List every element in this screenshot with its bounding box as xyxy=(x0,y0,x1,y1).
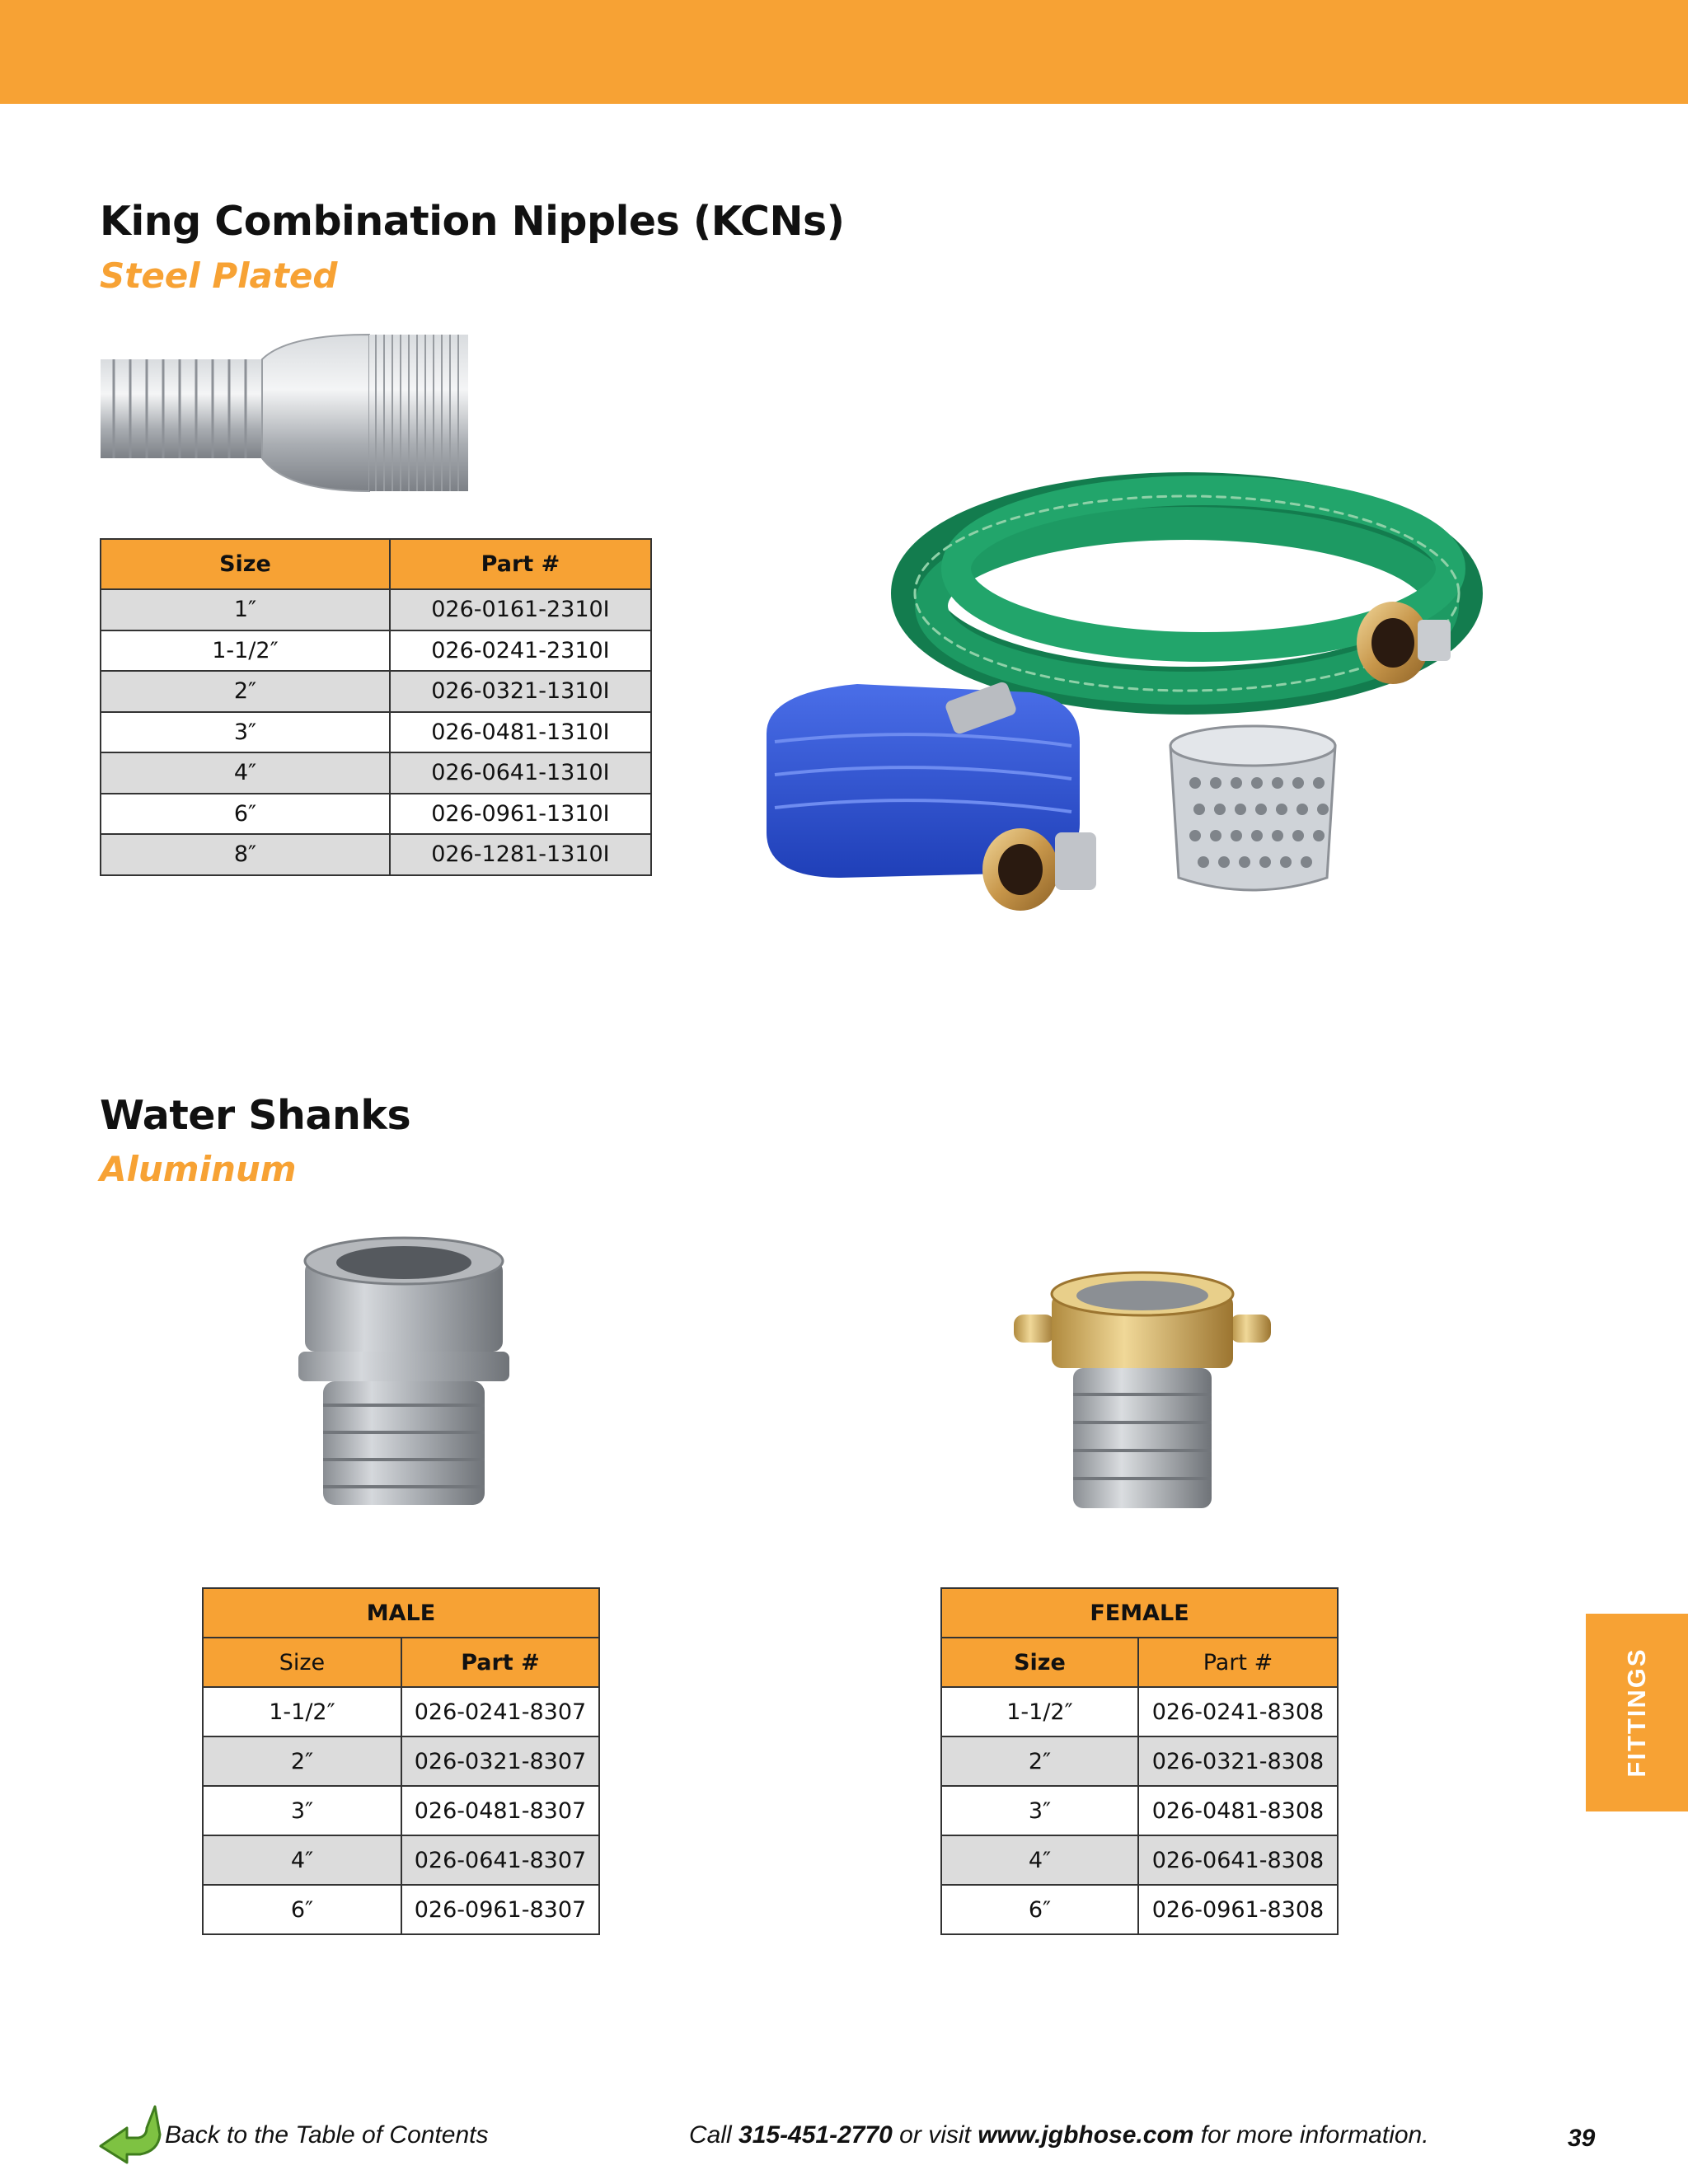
female-size-cell: 2″ xyxy=(941,1736,1138,1786)
male-size-cell: 3″ xyxy=(203,1786,401,1835)
male-size-cell: 2″ xyxy=(203,1736,401,1786)
section-tab-label: FITTINGS xyxy=(1622,1647,1651,1778)
male-part-cell: 026-0241-8307 xyxy=(401,1687,599,1736)
male-part-cell: 026-0961-8307 xyxy=(401,1885,599,1934)
kcn-size-cell: 1-1/2″ xyxy=(101,630,390,672)
kcn-size-cell: 1″ xyxy=(101,589,390,630)
female-part-cell: 026-0241-8308 xyxy=(1138,1687,1338,1736)
female-size-cell: 3″ xyxy=(941,1786,1138,1835)
kcn-size-cell: 6″ xyxy=(101,794,390,835)
shanks-subtitle: Aluminum xyxy=(100,1149,297,1189)
contact-call-text: Call xyxy=(689,2121,739,2149)
table-row xyxy=(101,752,651,794)
kcn-size-cell: 4″ xyxy=(101,752,390,794)
male-shank-table xyxy=(202,1587,600,1935)
table-row xyxy=(941,1736,1338,1786)
table-row xyxy=(101,712,651,753)
kcn-part-cell: 026-0481-1310I xyxy=(390,712,651,753)
kcn-title: King Combination Nipples (KCNs) xyxy=(100,198,845,245)
female-header-part: Part # xyxy=(1138,1638,1338,1687)
table-row xyxy=(203,1786,599,1835)
back-to-toc-label: Back to the Table of Contents xyxy=(165,2121,489,2149)
table-row xyxy=(101,671,651,712)
kcn-size-cell: 2″ xyxy=(101,671,390,712)
kcn-part-cell: 026-0961-1310I xyxy=(390,794,651,835)
male-size-cell: 1-1/2″ xyxy=(203,1687,401,1736)
contact-phone[interactable]: 315-451-2770 xyxy=(738,2121,893,2149)
female-part-cell: 026-0961-8308 xyxy=(1138,1885,1338,1934)
female-header-size: Size xyxy=(941,1638,1138,1687)
table-row xyxy=(941,1687,1338,1736)
top-header-band xyxy=(0,0,1688,104)
kcn-header-size: Size xyxy=(101,539,390,589)
male-table-heading: MALE xyxy=(203,1588,599,1638)
table-row xyxy=(941,1835,1338,1885)
female-part-cell: 026-0641-8308 xyxy=(1138,1835,1338,1885)
contact-website-link[interactable]: www.jgbhose.com xyxy=(978,2121,1194,2149)
female-size-cell: 6″ xyxy=(941,1885,1138,1934)
male-header-size: Size xyxy=(203,1638,401,1687)
table-row xyxy=(101,834,651,875)
male-part-cell: 026-0321-8307 xyxy=(401,1736,599,1786)
male-shank-image xyxy=(297,1236,511,1516)
back-to-toc-link[interactable] xyxy=(165,2121,488,2149)
kcn-part-cell: 026-0321-1310I xyxy=(390,671,651,712)
table-row xyxy=(203,1687,599,1736)
table-row xyxy=(101,794,651,835)
shanks-title: Water Shanks xyxy=(100,1092,411,1139)
female-size-cell: 4″ xyxy=(941,1835,1138,1885)
kcn-subtitle: Steel Plated xyxy=(100,255,338,296)
hose-kit-image xyxy=(758,429,1517,940)
table-row xyxy=(203,1736,599,1786)
female-size-cell: 1-1/2″ xyxy=(941,1687,1138,1736)
kcn-fitting-image xyxy=(97,330,476,494)
table-row xyxy=(203,1835,599,1885)
kcn-header-part: Part # xyxy=(390,539,651,589)
kcn-part-cell: 026-0641-1310I xyxy=(390,752,651,794)
female-part-cell: 026-0321-8308 xyxy=(1138,1736,1338,1786)
table-row xyxy=(941,1885,1338,1934)
kcn-size-cell: 8″ xyxy=(101,834,390,875)
section-tab-fittings[interactable] xyxy=(1586,1614,1688,1811)
male-size-cell: 4″ xyxy=(203,1835,401,1885)
kcn-part-cell: 026-0241-2310I xyxy=(390,630,651,672)
contact-line xyxy=(689,2121,1429,2149)
male-part-cell: 026-0481-8307 xyxy=(401,1786,599,1835)
kcn-part-cell: 026-1281-1310I xyxy=(390,834,651,875)
kcn-part-cell: 026-0161-2310I xyxy=(390,589,651,630)
female-part-cell: 026-0481-8308 xyxy=(1138,1786,1338,1835)
contact-suffix-text: for more information. xyxy=(1193,2121,1429,2149)
table-row xyxy=(941,1786,1338,1835)
green-arrow-icon[interactable] xyxy=(97,2103,163,2164)
contact-mid-text: or visit xyxy=(892,2121,978,2149)
page-number: 39 xyxy=(1568,2125,1596,2152)
table-row xyxy=(203,1885,599,1934)
male-size-cell: 6″ xyxy=(203,1885,401,1934)
table-row xyxy=(101,589,651,630)
female-shank-table xyxy=(940,1587,1339,1935)
male-header-part: Part # xyxy=(401,1638,599,1687)
table-row xyxy=(101,630,651,672)
male-part-cell: 026-0641-8307 xyxy=(401,1835,599,1885)
female-shank-image xyxy=(1010,1269,1274,1516)
female-table-heading: FEMALE xyxy=(941,1588,1338,1638)
kcn-table xyxy=(100,538,652,876)
kcn-size-cell: 3″ xyxy=(101,712,390,753)
